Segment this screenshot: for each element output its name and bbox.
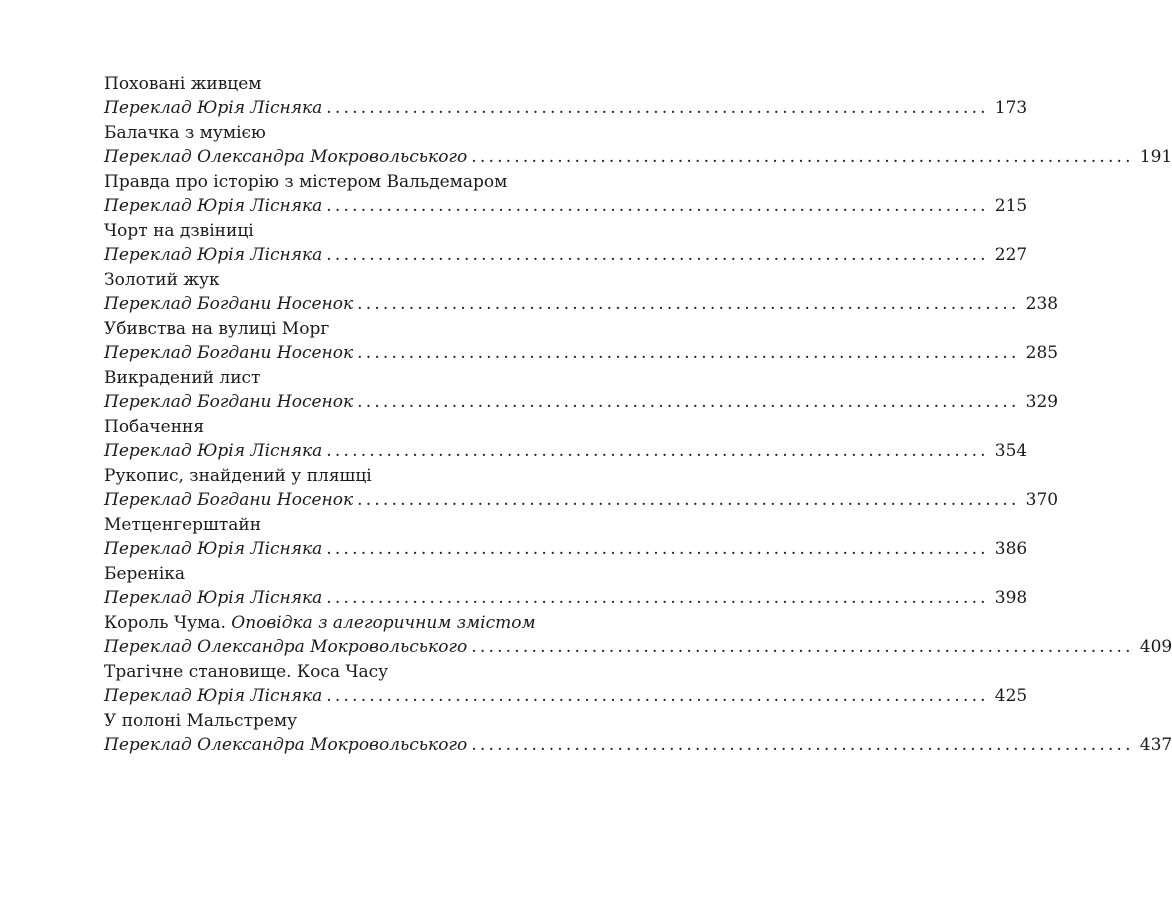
story-title: Береніка: [104, 564, 186, 584]
story-title: Правда про історію з містером Вальдемаром: [104, 172, 508, 192]
story-title: Король Чума. Оповідка з алегоричним змістом: [104, 613, 536, 633]
translator-credit: Переклад Богдани Носенок: [104, 294, 354, 314]
dot-leader: .............................................................................: [471, 147, 1134, 167]
page-number: 409: [1139, 637, 1172, 657]
dot-leader: .............................................................................: [357, 490, 1020, 510]
dot-leader: .............................................................................: [326, 539, 989, 559]
translator-line: [104, 145, 1172, 169]
toc-entry: [104, 121, 1172, 170]
page-number: 386: [994, 539, 1028, 559]
translator-line: [104, 488, 1059, 512]
story-title: Побачення: [104, 417, 205, 437]
translator-credit: Переклад Юрія Лісняка: [104, 686, 323, 706]
toc-entry: [104, 72, 1028, 121]
story-title: Викрадений лист: [104, 368, 261, 388]
toc-entry: [104, 709, 1172, 758]
translator-line: [104, 684, 1028, 708]
translator-credit: Переклад Юрія Лісняка: [104, 245, 323, 265]
dot-leader: .............................................................................: [326, 196, 989, 216]
translator-credit: Переклад Олександра Мокровольського: [104, 735, 468, 755]
page-number: 285: [1025, 343, 1059, 363]
translator-line: [104, 586, 1028, 610]
toc-entry: [104, 513, 1028, 562]
dot-leader: .............................................................................: [357, 294, 1020, 314]
dot-leader: .............................................................................: [326, 441, 989, 461]
toc-entry: [104, 317, 1059, 366]
toc-entry: [104, 219, 1028, 268]
toc-entry: [104, 464, 1059, 513]
story-title: Чорт на дзвіниці: [104, 221, 254, 241]
translator-credit: Переклад Богдани Носенок: [104, 490, 354, 510]
translator-line: [104, 733, 1172, 757]
translator-credit: Переклад Юрія Лісняка: [104, 441, 323, 461]
dot-leader: .............................................................................: [326, 686, 989, 706]
translator-credit: Переклад Юрія Лісняка: [104, 98, 323, 118]
toc-entry: [104, 415, 1028, 464]
toc-entry: [104, 366, 1059, 415]
page-number: 437: [1139, 735, 1172, 755]
page-number: 173: [994, 98, 1028, 118]
page-number: 425: [994, 686, 1028, 706]
page-number: 329: [1025, 392, 1059, 412]
toc-entry: [104, 268, 1059, 317]
story-title: Поховані живцем: [104, 74, 262, 94]
story-title: У полоні Мальстрему: [104, 711, 298, 731]
page-number: 227: [994, 245, 1028, 265]
toc-entry: [104, 611, 1172, 660]
page-number: 354: [994, 441, 1028, 461]
page-number: 238: [1025, 294, 1059, 314]
dot-leader: .............................................................................: [326, 588, 989, 608]
translator-line: [104, 635, 1172, 659]
dot-leader: .............................................................................: [357, 392, 1020, 412]
translator-credit: Переклад Юрія Лісняка: [104, 196, 323, 216]
page-number: 398: [994, 588, 1028, 608]
dot-leader: .............................................................................: [326, 245, 989, 265]
translator-credit: Переклад Юрія Лісняка: [104, 588, 323, 608]
story-title: Убивства на вулиці Морг: [104, 319, 330, 339]
story-title: Рукопис, знайдений у пляшці: [104, 466, 372, 486]
translator-credit: Переклад Олександра Мокровольського: [104, 147, 468, 167]
translator-credit: Переклад Юрія Лісняка: [104, 539, 323, 559]
dot-leader: .............................................................................: [471, 735, 1134, 755]
story-title: Трагічне становище. Коса Часу: [104, 662, 389, 682]
page-number: 191: [1139, 147, 1172, 167]
dot-leader: .............................................................................: [357, 343, 1020, 363]
toc-entry: [104, 170, 1028, 219]
translator-line: [104, 390, 1059, 414]
translator-line: [104, 96, 1028, 120]
toc-entry: [104, 660, 1028, 709]
translator-credit: Переклад Олександра Мокровольського: [104, 637, 468, 657]
page-number: 370: [1025, 490, 1059, 510]
translator-line: [104, 243, 1028, 267]
dot-leader: .............................................................................: [471, 637, 1134, 657]
translator-line: [104, 194, 1028, 218]
translator-line: [104, 341, 1059, 365]
story-title: Балачка з мумією: [104, 123, 266, 143]
story-title: Метценгерштайн: [104, 515, 262, 535]
translator-credit: Переклад Богдани Носенок: [104, 392, 354, 412]
page-number: 215: [994, 196, 1028, 216]
translator-credit: Переклад Богдани Носенок: [104, 343, 354, 363]
translator-line: [104, 439, 1028, 463]
translator-line: [104, 537, 1028, 561]
table-of-contents: [104, 72, 1172, 758]
story-subtitle: Оповідка з алегоричним змістом: [231, 613, 536, 633]
translator-line: [104, 292, 1059, 316]
dot-leader: .............................................................................: [326, 98, 989, 118]
story-title: Золотий жук: [104, 270, 220, 290]
toc-entry: [104, 562, 1028, 611]
